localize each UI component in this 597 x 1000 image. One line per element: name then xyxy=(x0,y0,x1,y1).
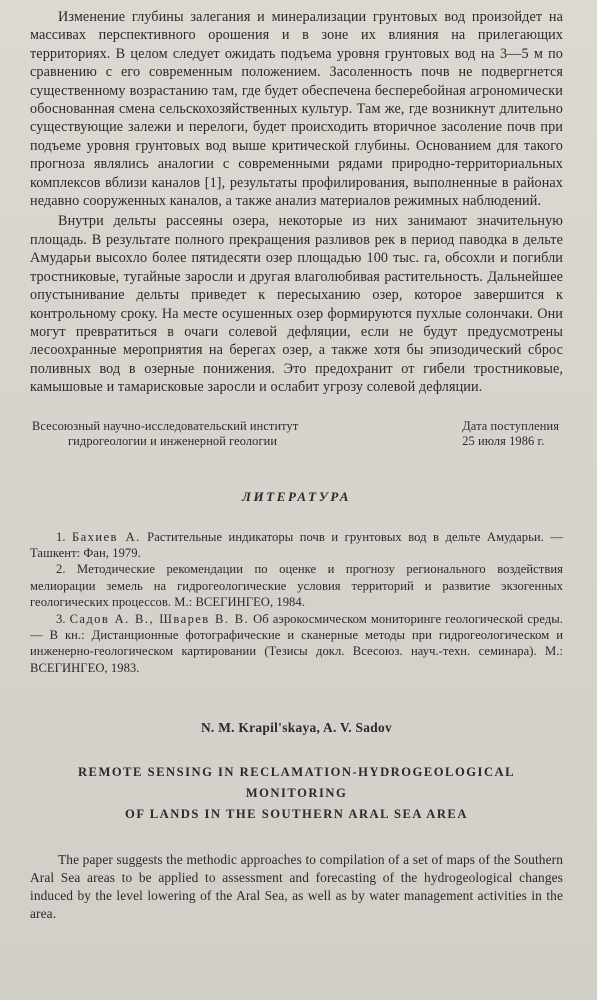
reference-number: 3. xyxy=(56,611,66,626)
english-abstract: The paper suggests the methodic approaches to compilation of a set of maps of the Southern Aral Sea areas to be applied to assessment and forecasting of the hydrogeological changes induced by the level lowering of the Aral Sea, as well as by water management activities in the area. xyxy=(30,852,563,922)
english-title-line-1: REMOTE SENSING IN RECLAMATION-HYDROGEOLOGICAL MONITORING xyxy=(77,765,516,801)
received-label: Дата поступления xyxy=(462,418,559,433)
english-title xyxy=(30,762,563,825)
english-authors: N. M. Krapil'skaya, A. V. Sadov xyxy=(200,720,393,736)
reference-text: Об аэрокосмическом мониторинге геологической среды. — В кн.: Дистанционные фотографические и сканерные методы при гидрогеологическом и инженерно-геологическом картировании (Тезисы докл. Всесоюз. науч.-техн. семинара). М.: ВСЕГИНГЕО, 1983. xyxy=(30,611,563,675)
reference-text: Методические рекомендации по оценке и прогнозу регионального воздействия мелиорации земель на гидрогеологические условия территорий и развитие экзогенных геологических процессов. М.: ВСЕГИНГЕО, 1984. xyxy=(30,562,563,610)
body-paragraph-groundwater: Изменение глубины залегания и минерализации грунтовых вод произойдет на массивах перспективного орошения и в зоне их влияния на прилегающих территориях. В целом следует ожидать подъема уровня грунтовых вод на 3—5 м по сравнению с его современным положением. Засоленность почв не подвергнется существенному возрастанию там, где будет обеспечена бесперебойная агрономически обоснованная смена сельскохозяйственных культур. Там же, где возникнут длительно существующие залежи и перелоги, будет происходить вторичное засоление почв при подъеме уровня грунтовых вод выше критической глубины. Основанием для такого прогноза являлись аналогии с современными рядами природно-территориальных комплексов вблизи каналов [1], результаты профилирования, выполненные в районах недавно сооруженных каналов, а также анализ материалов режимных наблюдений. xyxy=(30,9,563,210)
reference-author: Садов А. В., Шварев В. В. xyxy=(69,611,250,626)
reference-item xyxy=(30,561,563,610)
reference-number: 1. xyxy=(56,529,66,544)
affiliation-line-2: гидрогеологии и инженерной геологии xyxy=(68,433,278,448)
institute-affiliation xyxy=(30,419,298,449)
received-date-block xyxy=(462,419,563,449)
references-list xyxy=(30,529,563,677)
reference-number: 2. xyxy=(56,562,66,577)
references-heading: ЛИТЕРАТУРА xyxy=(241,488,352,504)
affiliation-block xyxy=(30,419,563,449)
affiliation-line-1: Всесоюзный научно-исследовательский институт xyxy=(32,418,299,433)
english-title-line-2: OF LANDS IN THE SOUTHERN ARAL SEA AREA xyxy=(125,807,468,822)
reference-item xyxy=(30,529,563,562)
received-date: 25 июля 1986 г. xyxy=(462,433,545,448)
reference-item xyxy=(30,611,563,677)
reference-author: Бахиев А. xyxy=(72,529,141,544)
reference-text: Растительные индикаторы почв и грунтовых вод в дельте Амударьи. — Ташкент: Фан, 1979. xyxy=(30,529,563,560)
body-paragraph-delta-lakes: Внутри дельты рассеяны озера, некоторые из них занимают значительную площадь. В результате полного прекращения разливов рек в период паводка в дельте Амударьи высохло более пятидесяти озер площадью 100 тыс. га, обсохли и погибли тростниковые, тугайные заросли и другая влаголюбивая растительность. Дальнейшее опустынивание дельты приведет к пересыханию озер, которое завершится к контрольному сроку. На месте осушенных озер формируются пухлые солончаки. Они могут превратиться в очаги солевой дефляции, если не будут предусмотрены лесоохранные мероприятия на берегах озер, а также хотя бы эпизодический сброс поливных вод в озерные понижения. Это предохранит от гибели тростниковые, камышовые и тамарисковые заросли и ослабит угрозу солевой дефляции. xyxy=(30,213,563,396)
